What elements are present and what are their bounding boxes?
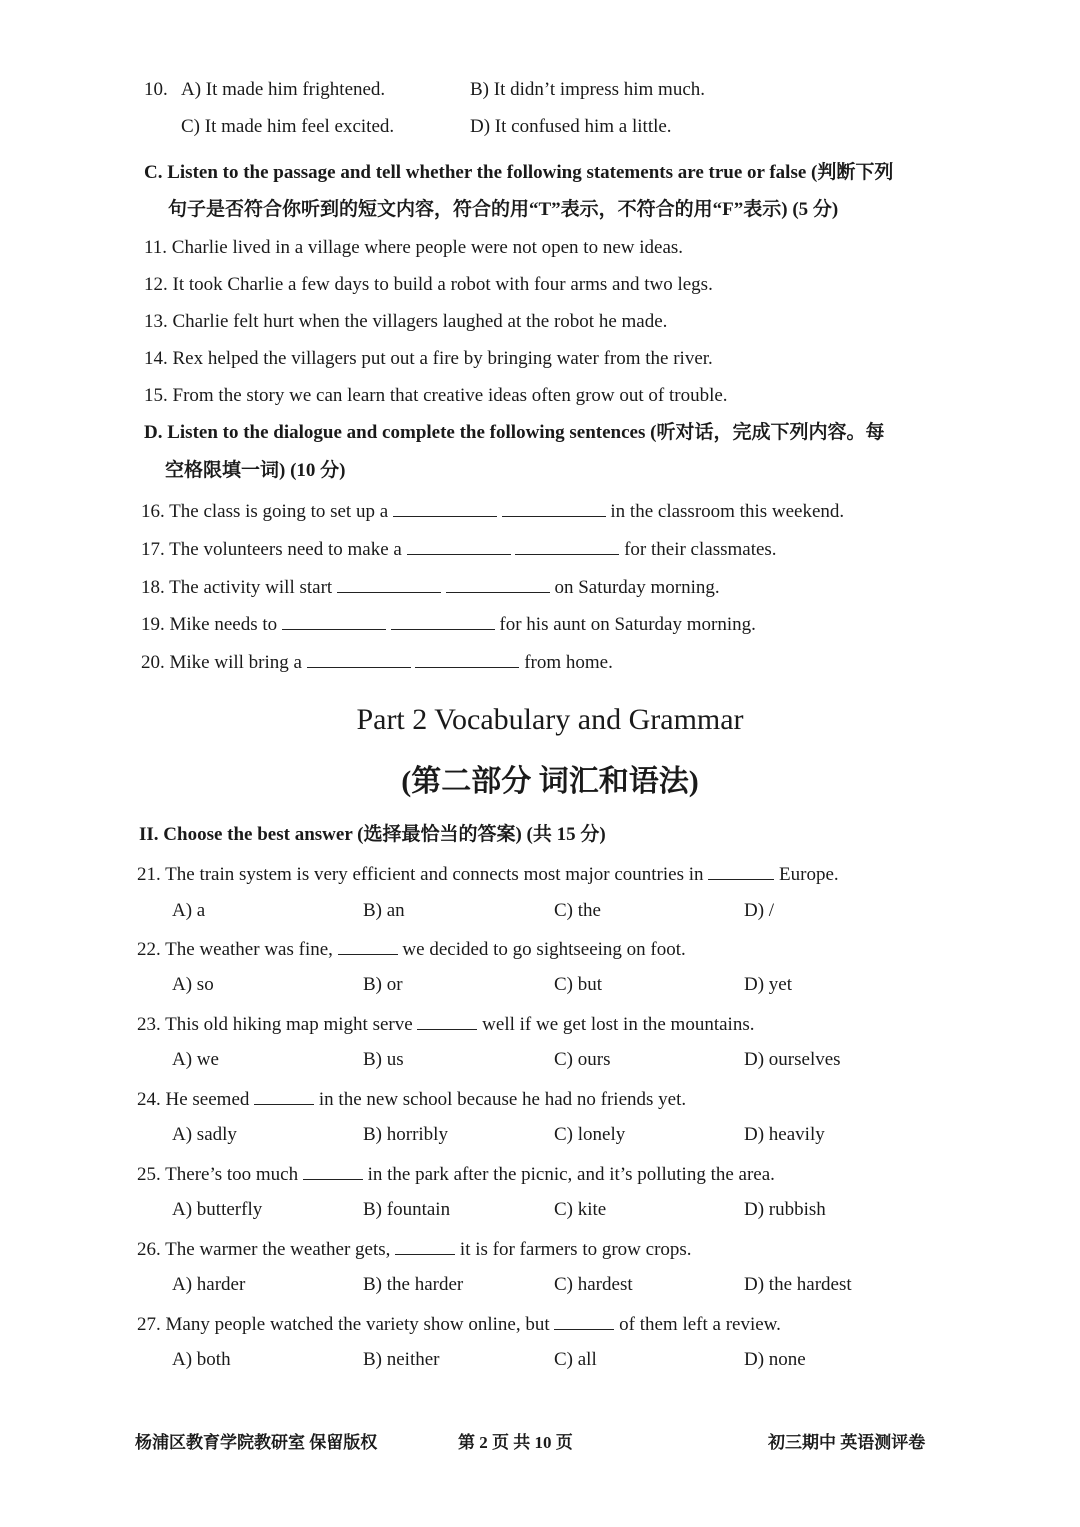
question-23-text: 23. This old hiking map might serve [137,1014,413,1035]
part-2-title: Part 2 Vocabulary and Grammar [356,703,744,736]
blank-16a[interactable] [393,498,497,517]
blank-24[interactable] [254,1086,314,1105]
section-c-heading: C. Listen to the passage and tell whether the following statements are true or false (判断下列 [144,162,894,183]
footer-exam-name: 初三期中 英语测评卷 [768,1433,926,1452]
statement-11: 11. Charlie lived in a village where people were not open to new ideas. [144,237,684,258]
sentence-19 [141,611,756,637]
q26-option-d[interactable]: D) the hardest [744,1274,852,1295]
blank-25[interactable] [303,1161,363,1180]
question-21-text: 21. The train system is very efficient and connects most major countries in [137,864,704,885]
q22-option-b[interactable]: B) or [363,974,403,995]
blank-18a[interactable] [337,574,441,593]
q22-option-a[interactable]: A) so [172,974,214,995]
q21-option-c[interactable]: C) the [554,900,601,921]
question-21-tail: Europe. [779,864,839,885]
blank-17a[interactable] [407,536,511,555]
q25-option-b[interactable]: B) fountain [363,1199,451,1220]
sentence-16-tail: in the classroom this weekend. [610,501,845,522]
section-d-heading-cont: 空格限填一词) (10 分) [165,460,346,481]
q10-option-c: C) It made him feel excited. [181,116,395,137]
sentence-17-tail: for their classmates. [624,539,777,560]
sentence-19-tail: for his aunt on Saturday morning. [499,614,756,635]
q10-option-d: D) It confused him a little. [470,116,672,137]
q10-option-b: B) It didn’t impress him much. [470,79,706,100]
q27-option-d[interactable]: D) none [744,1349,806,1370]
q22-option-c[interactable]: C) but [554,974,603,995]
section-d-heading: D. Listen to the dialogue and complete the following sentences (听对话，完成下列内容。每 [144,422,885,443]
question-26 [137,1236,692,1262]
q24-option-b[interactable]: B) horribly [363,1124,448,1145]
statement-14: 14. Rex helped the villagers put out a fire by bringing water from the river. [144,348,713,369]
sentence-20-tail: from home. [524,652,613,673]
q23-option-b[interactable]: B) us [363,1049,404,1070]
section-c-heading-cont: 句子是否符合你听到的短文内容，符合的用“T”表示，不符合的用“F”表示) (5 分) [168,199,839,220]
sentence-18-text: 18. The activity will start [141,577,333,598]
q21-option-b[interactable]: B) an [363,900,405,921]
footer-page-number: 第 2 页 共 10 页 [458,1433,573,1452]
statement-13: 13. Charlie felt hurt when the villagers laughed at the robot he made. [144,311,668,332]
q24-option-d[interactable]: D) heavily [744,1124,825,1145]
blank-18b[interactable] [446,574,550,593]
statement-12: 12. It took Charlie a few days to build a robot with four arms and two legs. [144,274,713,295]
statement-15: 15. From the story we can learn that creative ideas often grow out of trouble. [144,385,728,406]
blank-19b[interactable] [391,611,495,630]
question-21 [137,861,839,887]
q23-option-c[interactable]: C) ours [554,1049,611,1070]
q23-option-d[interactable]: D) ourselves [744,1049,841,1070]
q25-option-a[interactable]: A) butterfly [172,1199,263,1220]
q10-option-a: A) It made him frightened. [181,79,386,100]
sentence-16 [141,498,844,524]
blank-27[interactable] [554,1311,614,1330]
question-25 [137,1161,775,1187]
question-26-tail: it is for farmers to grow crops. [459,1239,692,1260]
q21-option-d[interactable]: D) / [744,900,775,921]
blank-19a[interactable] [282,611,386,630]
sentence-17-text: 17. The volunteers need to make a [141,539,402,560]
q26-option-a[interactable]: A) harder [172,1274,246,1295]
q25-option-c[interactable]: C) kite [554,1199,607,1220]
q27-option-c[interactable]: C) all [554,1349,597,1370]
question-27 [137,1311,781,1337]
question-24 [137,1086,686,1112]
question-27-tail: of them left a review. [619,1314,781,1335]
part-2-subtitle: (第二部分 词汇和语法) [401,765,699,798]
q24-option-c[interactable]: C) lonely [554,1124,626,1145]
sentence-16-text: 16. The class is going to set up a [141,501,389,522]
sentence-18 [141,574,720,600]
sentence-17 [141,536,777,562]
q27-option-a[interactable]: A) both [172,1349,231,1370]
blank-21[interactable] [708,861,774,880]
footer-publisher: 杨浦区教育学院教研室 保留版权 [135,1433,378,1452]
blank-17b[interactable] [515,536,619,555]
q25-option-d[interactable]: D) rubbish [744,1199,826,1220]
blank-20b[interactable] [415,649,519,668]
question-24-text: 24. He seemed [137,1089,250,1110]
blank-20a[interactable] [307,649,411,668]
blank-23[interactable] [417,1011,477,1030]
question-26-text: 26. The warmer the weather gets, [137,1239,391,1260]
question-22-tail: we decided to go sightseeing on foot. [402,939,686,960]
question-22 [137,936,686,962]
question-25-text: 25. There’s too much [137,1164,299,1185]
blank-16b[interactable] [502,498,606,517]
q22-option-d[interactable]: D) yet [744,974,793,995]
q21-option-a[interactable]: A) a [172,900,206,921]
q23-option-a[interactable]: A) we [172,1049,219,1070]
question-23-tail: well if we get lost in the mountains. [482,1014,755,1035]
question-23 [137,1011,754,1037]
sentence-20-text: 20. Mike will bring a [141,652,302,673]
question-24-tail: in the new school because he had no friends yet. [318,1089,687,1110]
q10-number: 10. [144,79,168,100]
question-25-tail: in the park after the picnic, and it’s polluting the area. [367,1164,775,1185]
sentence-20 [141,649,613,675]
q26-option-c[interactable]: C) hardest [554,1274,633,1295]
section-ii-heading: II. Choose the best answer (选择最恰当的答案) (共 15 分) [139,824,606,845]
q24-option-a[interactable]: A) sadly [172,1124,237,1145]
blank-26[interactable] [395,1236,455,1255]
q27-option-b[interactable]: B) neither [363,1349,440,1370]
sentence-19-text: 19. Mike needs to [141,614,278,635]
question-22-text: 22. The weather was fine, [137,939,333,960]
sentence-18-tail: on Saturday morning. [554,577,720,598]
blank-22[interactable] [338,936,398,955]
q26-option-b[interactable]: B) the harder [363,1274,464,1295]
question-27-text: 27. Many people watched the variety show online, but [137,1314,550,1335]
